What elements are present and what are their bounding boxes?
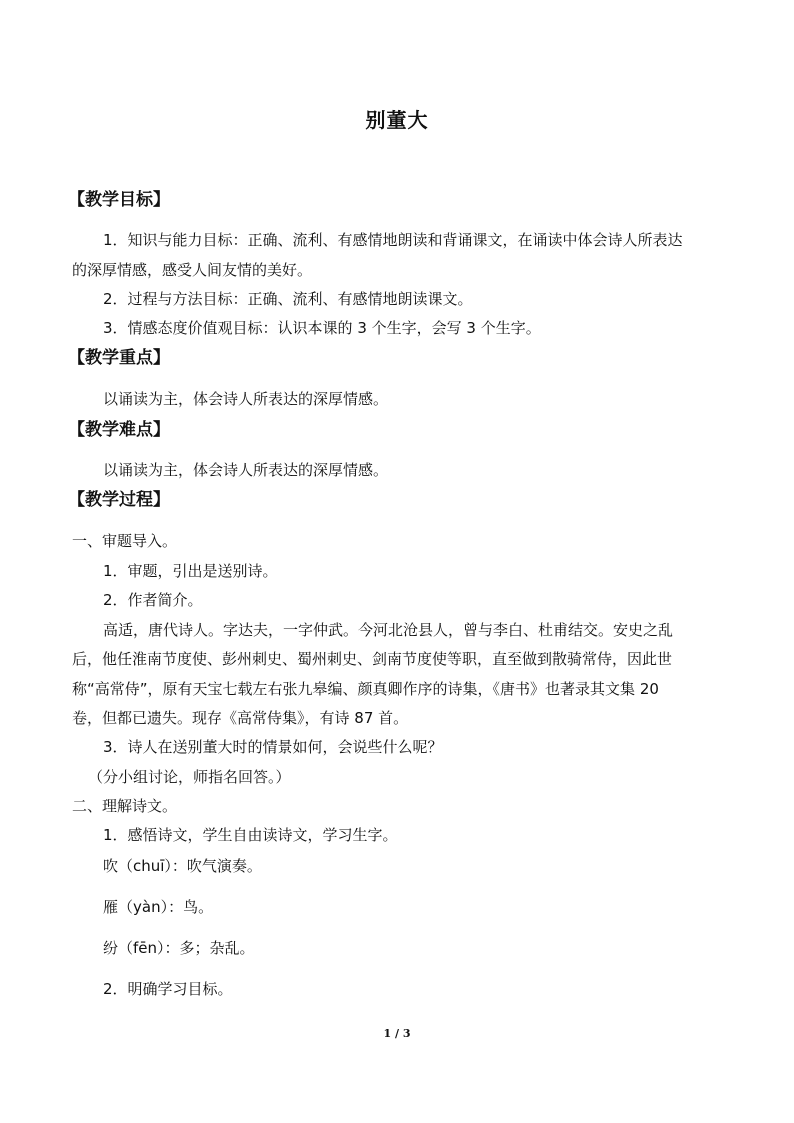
author-bio-line-1: 高适，唐代诗人。字达夫，一字仲武。今河北沧县人，曾与李白、杜甫结交。安史之乱 [103, 621, 674, 639]
part-2-item-2: 2．明确学习目标。 [103, 980, 233, 998]
author-bio-line-3: 称“高常侍”，原有天宝七载左右张九皋编、颜真卿作序的诗集，《唐书》也著录其文集 20 [72, 680, 659, 698]
part-1-item-1: 1．审题，引出是送别诗。 [103, 562, 278, 580]
objectives-heading: 【教学目标】 [68, 190, 170, 210]
vocab-item-yan: 雁（yàn）：鸟。 [103, 898, 214, 916]
objective-item-1-line-2: 的深厚情感，感受人间友情的美好。 [72, 261, 313, 279]
vocab-item-chui: 吹（chuī）：吹气演奏。 [103, 857, 262, 875]
part-1-title: 一、审题导入。 [72, 532, 178, 550]
difficulties-heading: 【教学难点】 [68, 420, 170, 440]
process-heading: 【教学过程】 [68, 490, 170, 510]
vocab-item-fen: 纷（fēn）：多；杂乱。 [103, 939, 255, 957]
objective-item-1-line-1: 1．知识与能力目标：正确、流利、有感情地朗读和背诵课文，在诵读中体会诗人所表达 [103, 231, 683, 249]
part-2-title: 二、理解诗文。 [72, 797, 178, 815]
key-points-heading: 【教学重点】 [68, 348, 170, 368]
page-number: 1 / 3 [383, 1027, 411, 1040]
part-1-item-2: 2．作者简介。 [103, 591, 203, 609]
difficulties-text: 以诵读为主，体会诗人所表达的深厚情感。 [103, 461, 389, 479]
author-bio-line-2: 后，他任淮南节度使、彭州刺史、蜀州刺史、剑南节度使等职，直至做到散骑常侍，因此世 [72, 650, 673, 668]
page-title: 别董大 [365, 108, 429, 132]
key-points-text: 以诵读为主，体会诗人所表达的深厚情感。 [103, 390, 389, 408]
objective-item-3: 3．情感态度价值观目标：认识本课的 3 个生字，会写 3 个生字。 [103, 319, 541, 337]
objective-item-2: 2．过程与方法目标：正确、流利、有感情地朗读课文。 [103, 290, 473, 308]
part-1-item-3: 3．诗人在送别董大时的情景如何，会说些什么呢？ [103, 738, 443, 756]
part-1-note: （分小组讨论，师指名回答。） [88, 768, 291, 786]
author-bio-line-4: 卷，但都已遗失。现存《高常侍集》，有诗 87 首。 [72, 709, 409, 727]
part-2-item-1: 1．感悟诗文，学生自由读诗文，学习生字。 [103, 826, 398, 844]
